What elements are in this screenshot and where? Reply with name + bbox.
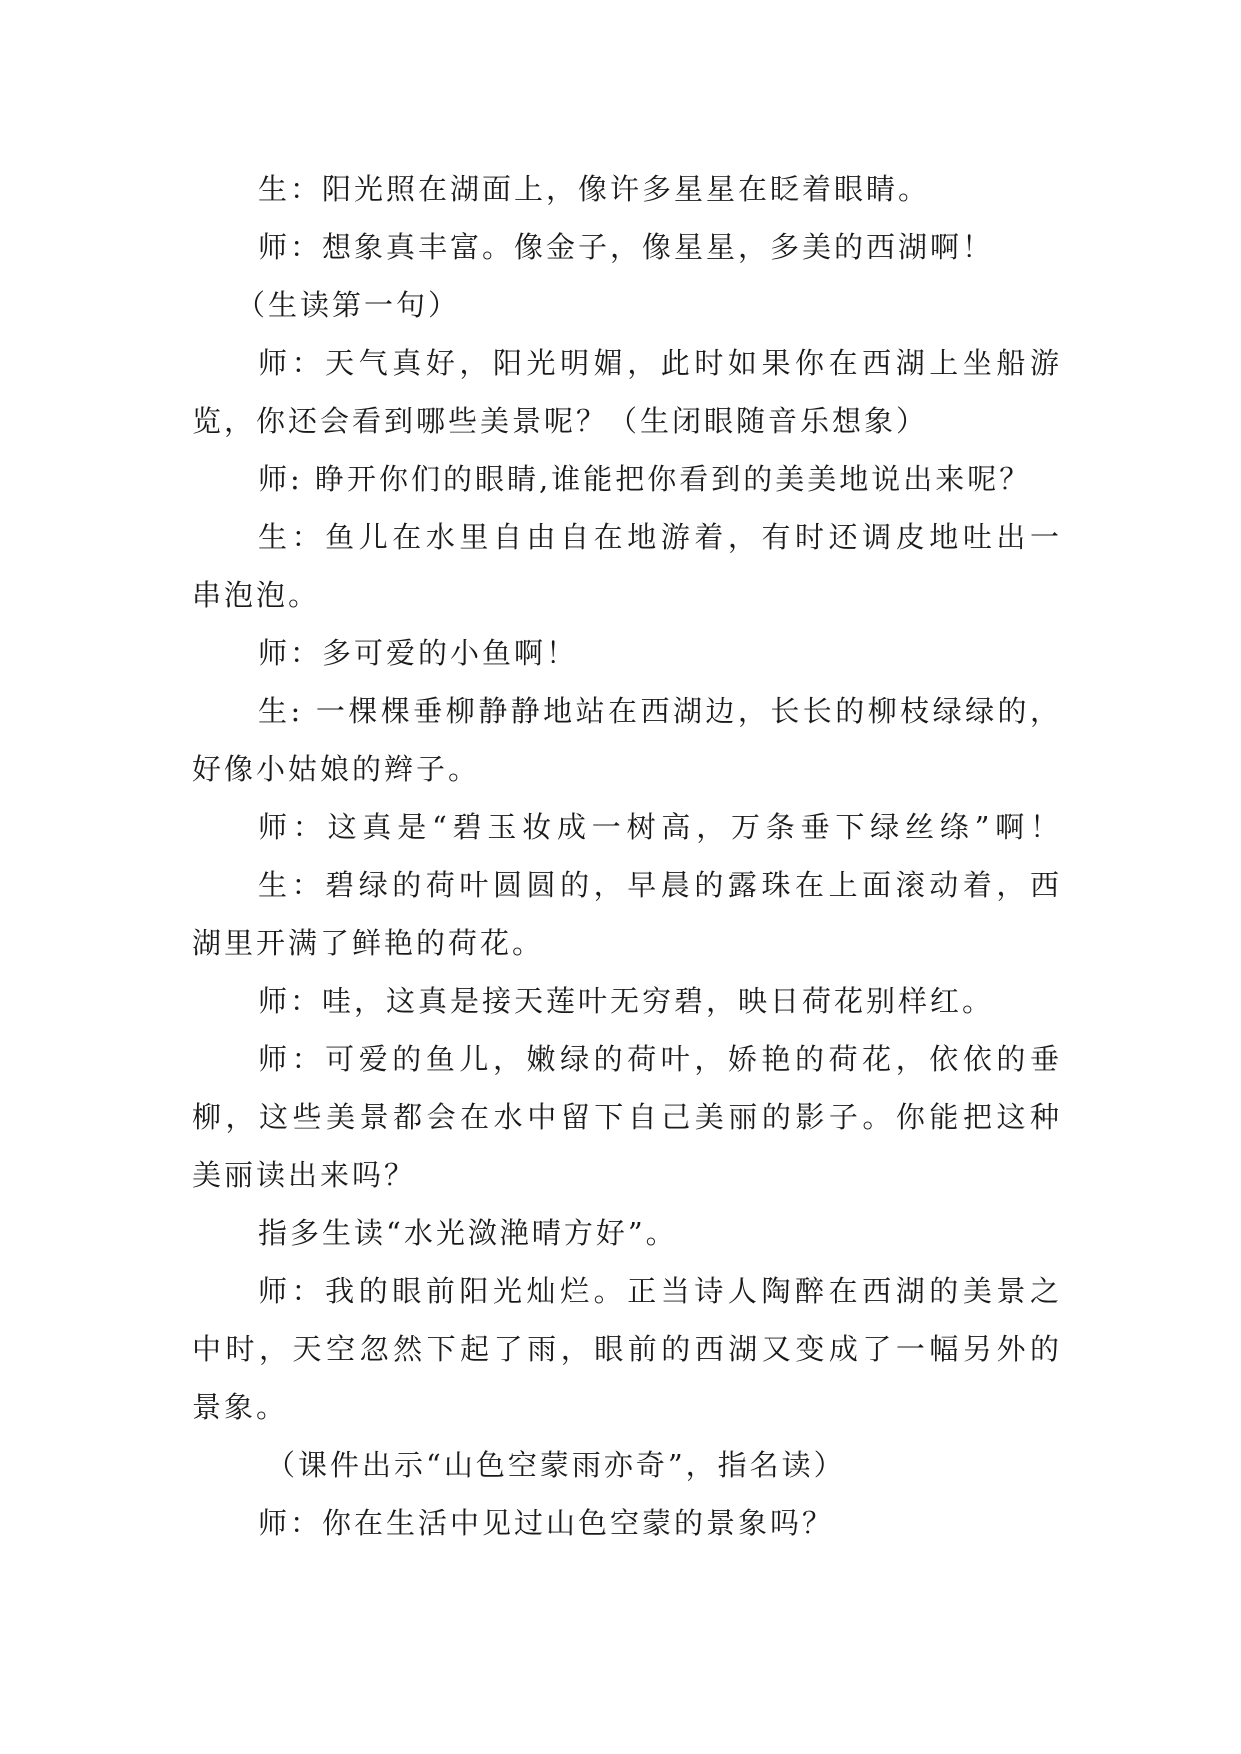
text-line: 览，你还会看到哪些美景呢？（生闭眼随音乐想象） [192, 404, 929, 438]
text-line: 师：你在生活中见过山色空蒙的景象吗？ [258, 1506, 835, 1540]
text-line: 美丽读出来吗？ [192, 1158, 417, 1192]
text-line: 师：我的眼前阳光灿烂。正当诗人陶醉在西湖的美景之 [258, 1274, 1062, 1308]
text-line: 师：这真是“碧玉妆成一树高，万条垂下绿丝绦”啊！ [258, 810, 1062, 844]
text-line: 生：鱼儿在水里自由自在地游着，有时还调皮地吐出一 [258, 520, 1062, 554]
text-line: 生：碧绿的荷叶圆圆的，早晨的露珠在上面滚动着，西 [258, 868, 1062, 902]
text-line: 生: 一棵棵垂柳静静地站在西湖边，长长的柳枝绿绿的， [258, 694, 1062, 728]
text-line: 师：多可爱的小鱼啊！ [258, 636, 579, 670]
text-line: （课件出示“山色空蒙雨亦奇”，指名读） [266, 1448, 846, 1482]
text-line: 师：想象真丰富。像金子，像星星，多美的西湖啊！ [258, 230, 995, 264]
text-line: 师：天气真好，阳光明媚，此时如果你在西湖上坐船游 [258, 346, 1062, 380]
text-line: （生读第一句） [236, 288, 461, 322]
text-line: 好像小姑娘的辫子。 [192, 752, 481, 786]
text-line: 湖里开满了鲜艳的荷花。 [192, 926, 545, 960]
text-line: 指多生读“水光潋滟晴方好”。 [258, 1216, 678, 1250]
text-line: 师：可爱的鱼儿，嫩绿的荷叶，娇艳的荷花，依依的垂 [258, 1042, 1062, 1076]
document-body [192, 160, 1062, 1552]
text-line: 串泡泡。 [192, 578, 321, 612]
text-line: 中时，天空忽然下起了雨，眼前的西湖又变成了一幅另外的 [192, 1332, 1062, 1366]
text-line: 柳，这些美景都会在水中留下自己美丽的影子。你能把这种 [192, 1100, 1062, 1134]
text-line: 生：阳光照在湖面上，像许多星星在眨着眼睛。 [258, 172, 931, 206]
text-line: 景象。 [192, 1390, 289, 1424]
text-line: 师: 睁开你们的眼睛,谁能把你看到的美美地说出来呢？ [258, 462, 1032, 496]
text-line: 师：哇，这真是接天莲叶无穷碧，映日荷花别样红。 [258, 984, 995, 1018]
